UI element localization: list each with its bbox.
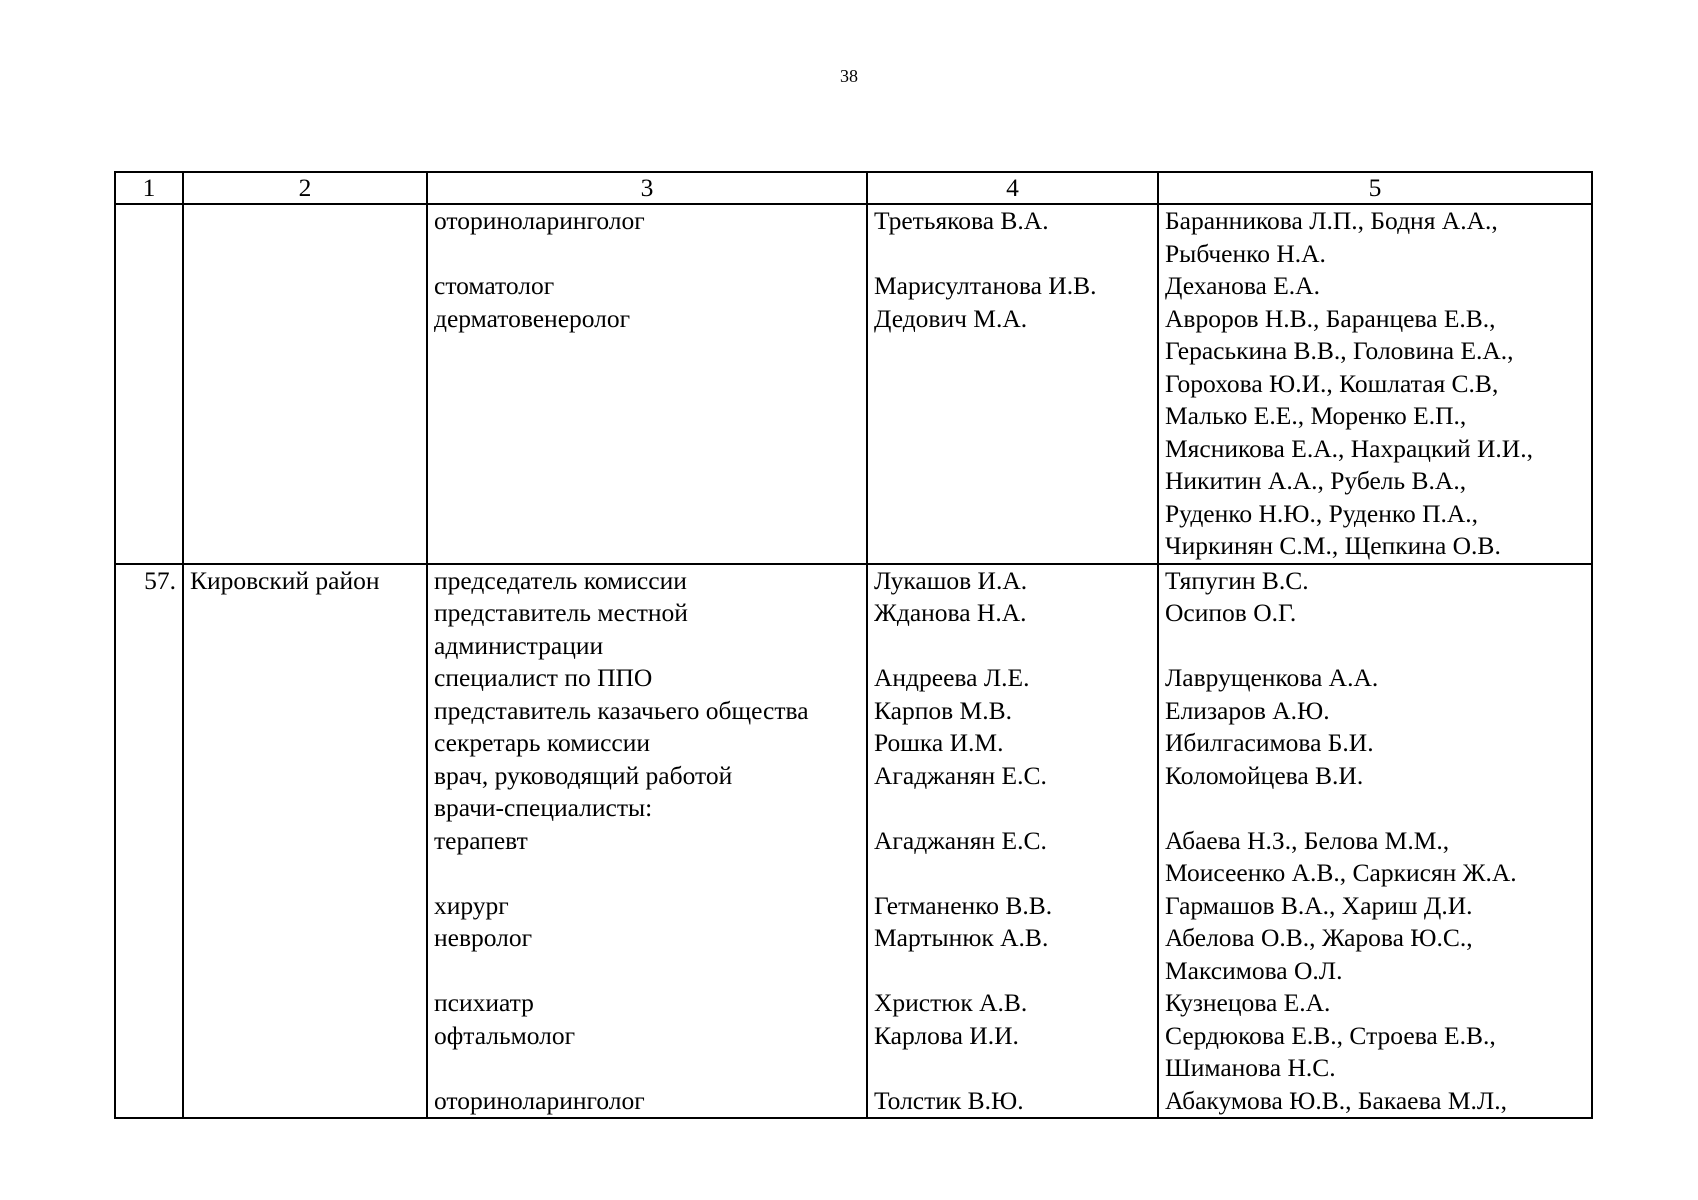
cell-line: Мартынюк А.В. [874,923,1049,952]
cell-line [434,465,860,498]
cell-line [1165,630,1585,663]
cell-line [434,857,860,890]
cell-line: хирург [434,890,509,920]
cell-line: Абаева Н.З., Белова М.М., [1165,825,1450,855]
cell-line: Лукашов И.А. [874,565,1028,595]
reserve-cell [1158,204,1592,564]
cell-line [434,368,860,401]
cell-line: психиатр [434,988,534,1017]
cell-line [434,498,860,531]
cell-line [874,955,1151,988]
cell-line: Баранникова Л.П., Бодня А.А., [1165,206,1498,235]
cell-line: врачи-специалисты: [434,793,653,822]
cell-line: Агаджанян Е.С. [874,760,1047,790]
cell-line: оториноларинголог [434,206,645,235]
member-cell [867,204,1158,564]
cell-line [434,1052,860,1085]
position-cell [427,564,867,1119]
cell-line [874,857,1151,890]
cell-line: Руденко Н.Ю., Руденко П.А., [1165,498,1479,528]
cell-line: Осипов О.Г. [1165,598,1297,627]
cell-line: Карпов М.В. [874,695,1012,725]
cell-line: Андреева Л.Е. [874,663,1030,692]
cell-line: Абакумова Ю.В., Бакаева М.Л., [1165,1085,1507,1115]
header-cell: 3 [427,172,867,204]
cell-line: представитель казачьего общества [434,695,809,725]
district-cell [183,564,427,1119]
header-row [115,172,1592,204]
cell-line: Кузнецова Е.А. [1165,988,1331,1017]
cell-line: Шиманова Н.С. [1165,1053,1336,1082]
cell-line: Лаврущенкова А.А. [1165,663,1379,692]
cell-line: Горохова Ю.И., Кошлатая С.В, [1165,368,1499,398]
member-cell [867,564,1158,1119]
header-cell: 5 [1158,172,1592,204]
cell-line: Гармашов В.А., Хариш Д.И. [1165,890,1473,920]
header-cell: 2 [183,172,427,204]
cell-line: Максимова О.Л. [1165,955,1343,985]
row-number-cell [115,564,183,1119]
cell-line: терапевт [434,825,528,855]
commission-table [114,171,1593,1119]
cell-line: стоматолог [434,271,555,300]
cell-line: администрации [434,630,604,660]
cell-line [434,335,860,368]
cell-line: Коломойцева В.И. [1165,760,1364,790]
cell-line: Христюк А.В. [874,988,1028,1017]
cell-line: офтальмолог [434,1020,576,1050]
cell-line: Малько Е.Е., Моренко Е.П., [1165,401,1467,430]
cell-line: врач, руководящий работой [434,760,733,790]
district-cell [183,204,427,564]
cell-line [874,400,1151,433]
cell-line: Дедович М.А. [874,303,1028,333]
table-row [115,564,1592,1119]
cell-line [874,792,1151,825]
cell-line: Гераськина В.В., Головина Е.А., [1165,336,1514,365]
cell-line: секретарь комиссии [434,728,651,757]
cell-line: Моисеенко А.В., Саркисян Ж.А. [1165,858,1517,887]
cell-line: Гетманенко В.В. [874,890,1053,920]
cell-line: Жданова Н.А. [874,598,1027,627]
cell-line [874,433,1151,466]
header-cell: 4 [867,172,1158,204]
cell-line: Третьякова В.А. [874,206,1049,235]
cell-line: Рошка И.М. [874,728,1004,757]
cell-line: Толстик В.Ю. [874,1085,1024,1115]
cell-line [874,1052,1151,1085]
cell-line [874,630,1151,663]
cell-line [874,498,1151,531]
cell-line: специалист по ППО [434,663,653,692]
cell-line: Сердюкова Е.В., Строева Е.В., [1165,1020,1496,1050]
header-cell: 1 [115,172,183,204]
cell-line: Елизаров А.Ю. [1165,695,1330,725]
cell-line: Агаджанян Е.С. [874,825,1047,855]
cell-line: Ибилгасимова Б.И. [1165,728,1374,757]
cell-line: Абелова О.В., Жарова Ю.С., [1165,923,1473,952]
row-number-cell [115,204,183,564]
cell-line [434,400,860,433]
cell-line [434,238,860,271]
cell-line: Марисултанова И.В. [874,271,1097,300]
table-row [115,204,1592,564]
cell-line [874,238,1151,271]
cell-line [874,465,1151,498]
cell-line [874,335,1151,368]
reserve-cell [1158,564,1592,1119]
cell-line: Деханова Е.А. [1165,271,1320,300]
cell-line [874,368,1151,401]
page-number: 38 [840,66,858,86]
cell-line [434,955,860,988]
cell-line: председатель комиссии [434,565,687,595]
cell-line: Карлова И.И. [874,1020,1019,1050]
cell-line: Рыбченко Н.А. [1165,238,1326,268]
cell-line: Чиркинян С.М., Щепкина О.В. [1165,531,1501,560]
district-name: Кировский район [190,565,380,595]
position-cell [427,204,867,564]
cell-line: невролог [434,923,533,952]
cell-line [1165,792,1585,825]
cell-line: представитель местной [434,598,688,627]
cell-line: дерматовенеролог [434,303,631,333]
row-number: 57. [144,565,176,595]
cell-line: Никитин А.А., Рубель В.А., [1165,466,1467,495]
cell-line [434,433,860,466]
cell-line: Авроров Н.В., Баранцева Е.В., [1165,303,1496,333]
cell-line: Тяпугин В.С. [1165,565,1309,595]
cell-line: Мясникова Е.А., Нахрацкий И.И., [1165,433,1533,463]
cell-line: оториноларинголог [434,1085,645,1115]
